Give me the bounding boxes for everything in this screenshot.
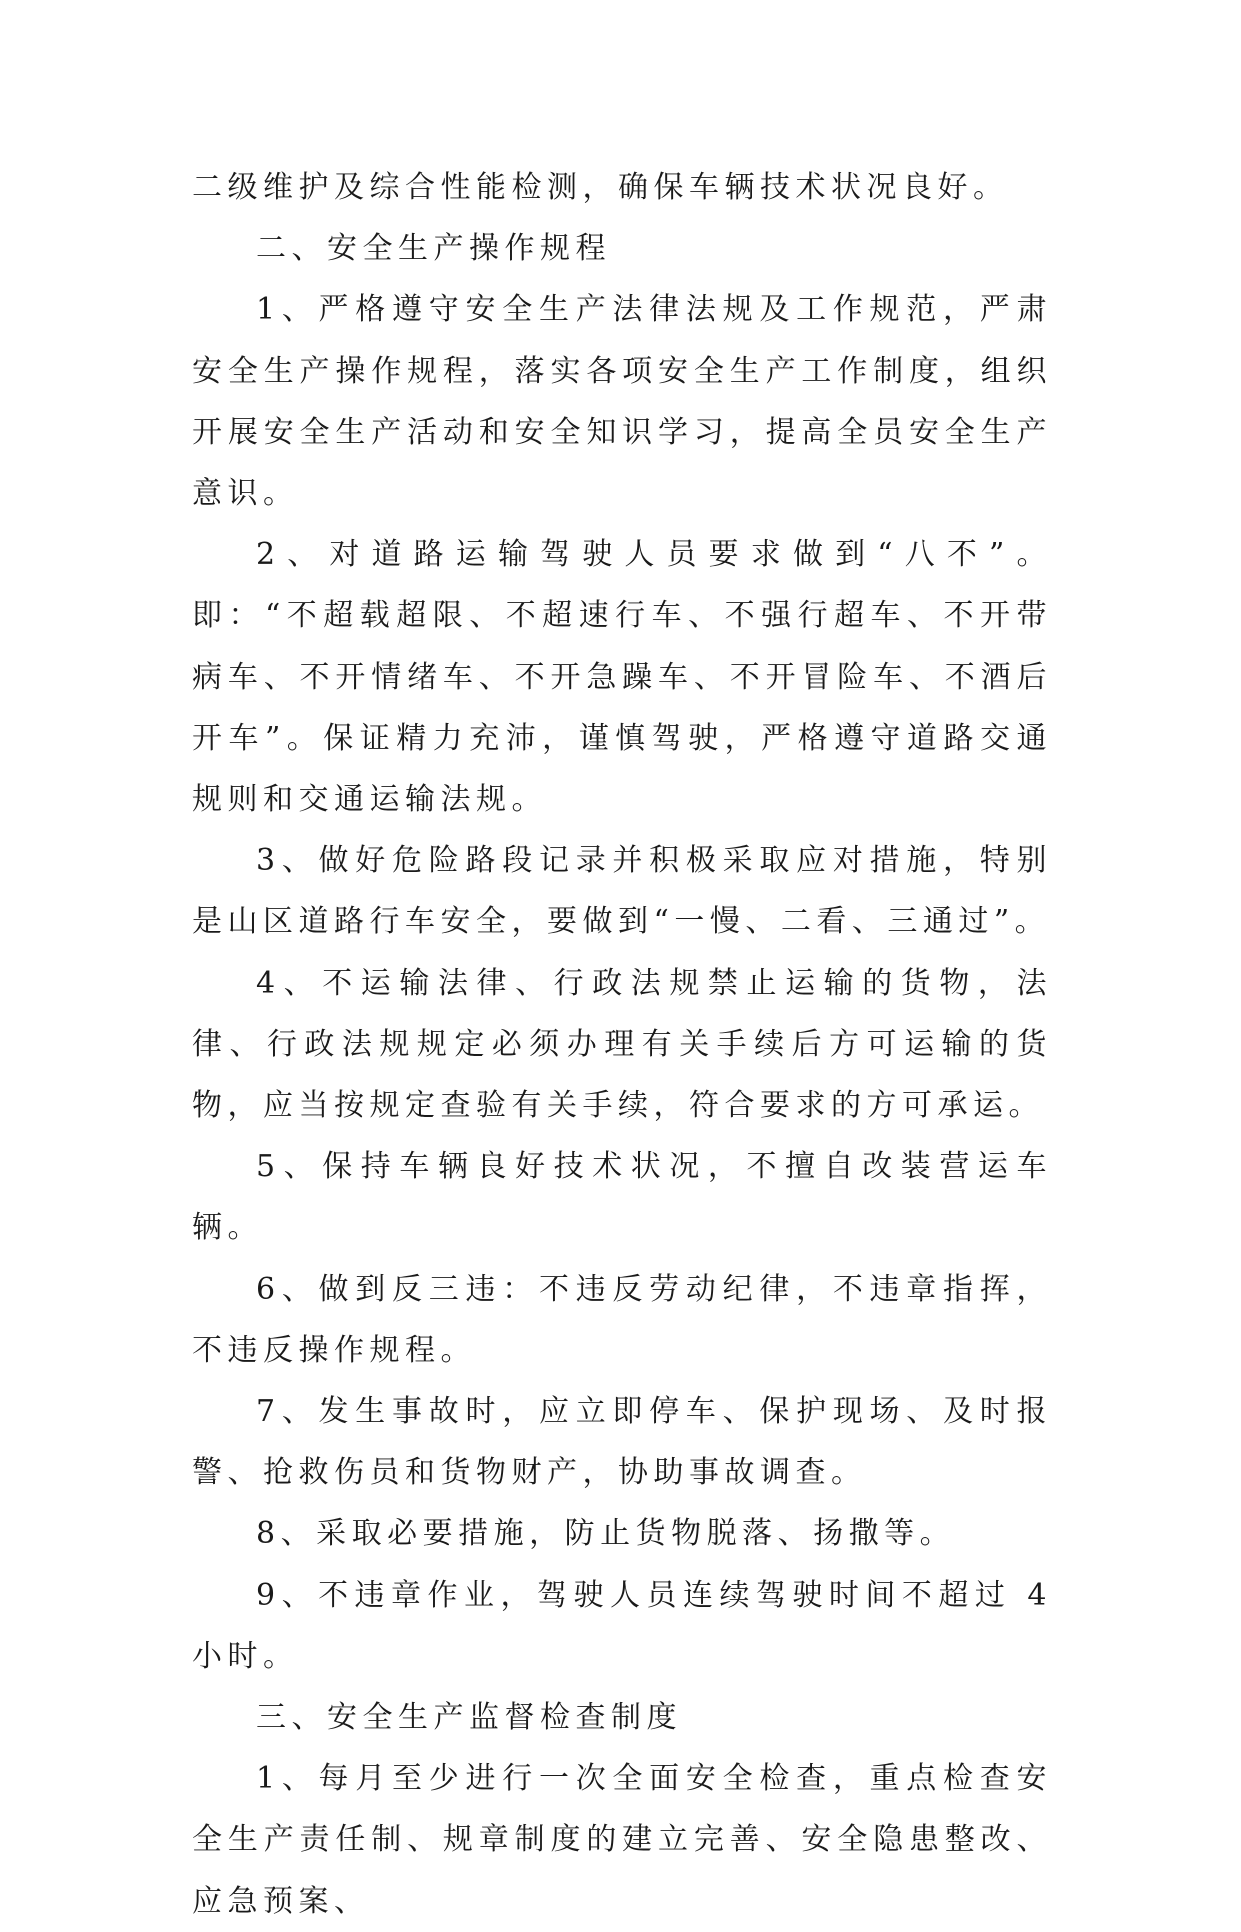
paragraph-item-6: 6、做到反三违：不违反劳动纪律，不违章指挥，不违反操作规程。	[192, 1271, 1052, 1368]
section-heading-3: 三、安全生产监督检查制度	[256, 1700, 682, 1736]
paragraph-item-7: 7、发生事故时，应立即停车、保护现场、及时报警、抢救伤员和货物财产，协助事故调查。	[192, 1394, 1052, 1491]
paragraph-item-3-1: 1、每月至少进行一次全面安全检查，重点检查安全生产责任制、规章制度的建立完善、安全隐患整改、应急预案、	[192, 1761, 1052, 1919]
document-body	[192, 157, 1052, 1932]
paragraph-item-3: 3、做好危险路段记录并积极采取应对措施，特别是山区道路行车安全，要做到“一慢、二看、三通过”。	[192, 843, 1052, 940]
paragraph-continuation: 二级维护及综合性能检测，确保车辆技术状况良好。	[192, 170, 1009, 205]
section-heading-2: 二、安全生产操作规程	[256, 231, 611, 267]
paragraph-item-5: 5、保持车辆良好技术状况，不擅自改装营运车辆。	[192, 1149, 1052, 1246]
paragraph-item-4: 4、不运输法律、行政法规禁止运输的货物，法律、行政法规规定必须办理有关手续后方可运输的货物，应当按规定查验有关手续，符合要求的方可承运。	[192, 965, 1052, 1124]
paragraph-item-9: 9、不违章作业，驾驶人员连续驾驶时间不超过 4 小时。	[192, 1577, 1052, 1674]
paragraph-item-1: 1、严格遵守安全生产法律法规及工作规范，严肃安全生产操作规程，落实各项安全生产工作制度，组织开展安全生产活动和安全知识学习，提高全员安全生产意识。	[192, 292, 1052, 512]
paragraph-item-8: 8、采取必要措施，防止货物脱落、扬撒等。	[256, 1516, 956, 1552]
paragraph-item-2: 2、对道路运输驾驶人员要求做到“八不”。即：“不超载超限、不超速行车、不强行超车、不开带病车、不开情绪车、不开急躁车、不开冒险车、不酒后开车”。保证精力充沛，谨慎驾驶，严格遵守道路交通规则和交通运输法规。	[192, 537, 1052, 818]
